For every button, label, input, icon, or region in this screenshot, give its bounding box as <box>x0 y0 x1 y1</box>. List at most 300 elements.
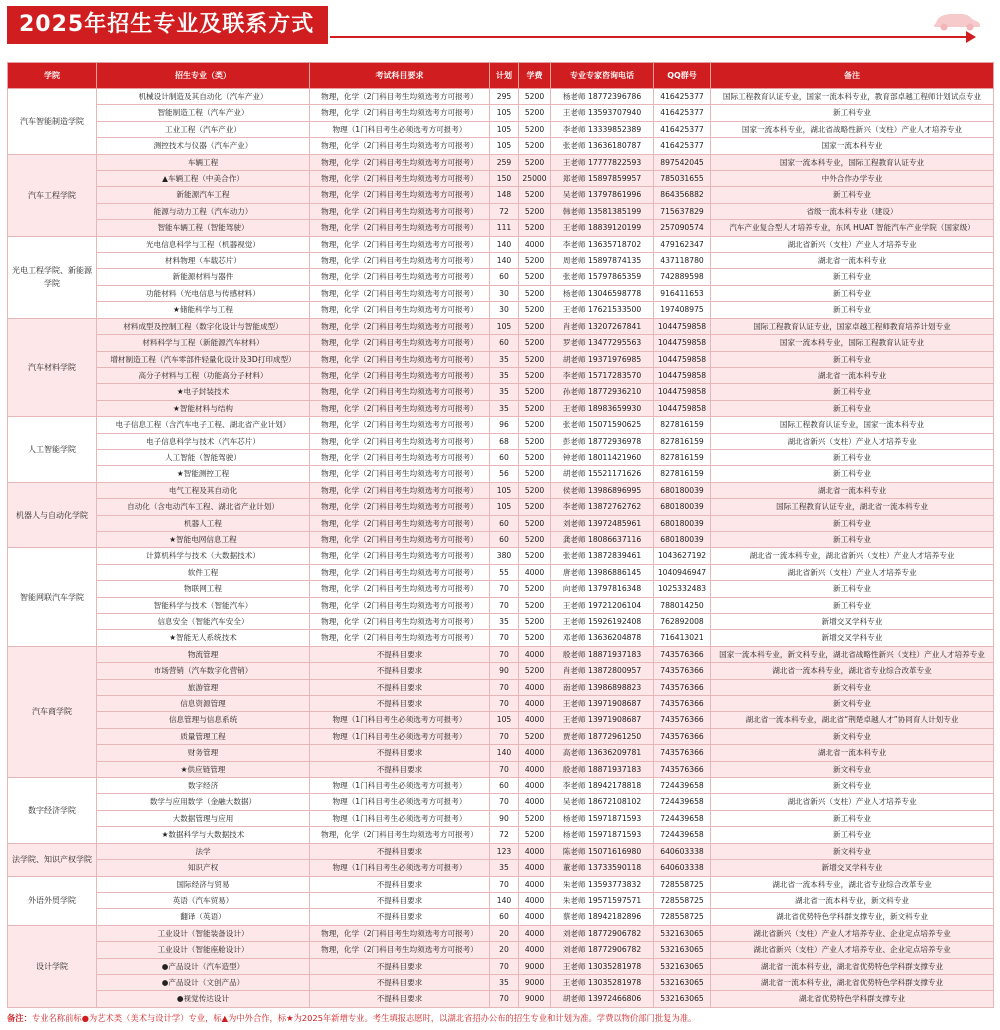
subject-req-cell: 物理，化学（2门科目考生均须选考方可报考） <box>310 236 490 252</box>
major-cell: 人工智能（智能驾驶） <box>97 449 310 465</box>
major-cell: 知识产权 <box>97 860 310 876</box>
qq-cell: 897542045 <box>654 154 711 170</box>
college-cell: 数字经济学院 <box>8 778 97 844</box>
col-major: 招生专业（类） <box>97 63 310 89</box>
college-cell: 机器人与自动化学院 <box>8 482 97 548</box>
subject-req-cell: 不提科目要求 <box>310 958 490 974</box>
tuition-cell: 5200 <box>519 515 551 531</box>
subject-req-cell: 物理，化学（2门科目考生均须选考方可报考） <box>310 138 490 154</box>
table-row <box>8 482 994 498</box>
plan-cell: 111 <box>490 220 519 236</box>
subject-req-cell: 不提科目要求 <box>310 646 490 662</box>
table-row <box>8 220 994 236</box>
table-row <box>8 942 994 958</box>
subject-req-cell: 不提科目要求 <box>310 909 490 925</box>
phone-cell: 王老师 13593707940 <box>551 105 654 121</box>
qq-cell: 1044759858 <box>654 367 711 383</box>
qq-cell: 762892008 <box>654 614 711 630</box>
qq-cell: 437118780 <box>654 253 711 269</box>
tuition-cell: 5200 <box>519 187 551 203</box>
tuition-cell: 5200 <box>519 810 551 826</box>
table-row <box>8 515 994 531</box>
major-cell: ★储能科学与工程 <box>97 302 310 318</box>
phone-cell: 刘老师 18772906782 <box>551 942 654 958</box>
phone-cell: 朱老师 19571597571 <box>551 892 654 908</box>
table-row <box>8 548 994 564</box>
tuition-cell: 5200 <box>519 581 551 597</box>
plan-cell: 140 <box>490 745 519 761</box>
plan-cell: 70 <box>490 958 519 974</box>
remarks-cell: 湖北省新兴（支柱）产业人才培养专业、企业定点培养专业 <box>711 942 994 958</box>
plan-cell: 72 <box>490 203 519 219</box>
table-row <box>8 696 994 712</box>
major-cell: 测控技术与仪器（汽车产业） <box>97 138 310 154</box>
remarks-cell: 湖北省一流本科专业，湖北省专业综合改革专业 <box>711 876 994 892</box>
phone-cell: 王老师 18839120199 <box>551 220 654 236</box>
phone-cell: 高老师 13636209781 <box>551 745 654 761</box>
phone-cell: 韩老师 13581385199 <box>551 203 654 219</box>
plan-cell: 105 <box>490 121 519 137</box>
subject-req-cell: 不提科目要求 <box>310 761 490 777</box>
table-row <box>8 203 994 219</box>
table-row <box>8 843 994 859</box>
subject-req-cell: 物理，化学（2门科目考生均须选考方可报考） <box>310 285 490 301</box>
tuition-cell: 5200 <box>519 827 551 843</box>
tuition-cell: 25000 <box>519 171 551 187</box>
tuition-cell: 5200 <box>519 203 551 219</box>
remarks-cell: 湖北省新兴（支柱）产业人才培养专业 <box>711 564 994 580</box>
qq-cell: 1044759858 <box>654 400 711 416</box>
subject-req-cell: 物理，化学（2门科目考生均须选考方可报考） <box>310 318 490 334</box>
major-cell: 机械设计制造及其自动化（汽车产业） <box>97 89 310 105</box>
subject-req-cell: 物理，化学（2门科目考生均须选考方可报考） <box>310 154 490 170</box>
major-cell: 自动化（含电动汽车工程、湖北省产业计划） <box>97 499 310 515</box>
major-cell: 新能源汽车工程 <box>97 187 310 203</box>
plan-cell: 105 <box>490 138 519 154</box>
major-cell: 功能材料（光电信息与传感材料） <box>97 285 310 301</box>
qq-cell: 532163065 <box>654 974 711 990</box>
major-cell: 市场营销（汽车数字化营销） <box>97 663 310 679</box>
subject-req-cell: 物理，化学（2门科目考生均须选考方可报考） <box>310 367 490 383</box>
major-cell: 工业工程（汽车产业） <box>97 121 310 137</box>
subject-req-cell: 物理，化学（2门科目考生均须选考方可报考） <box>310 433 490 449</box>
major-cell: 能源与动力工程（汽车动力） <box>97 203 310 219</box>
phone-cell: 王老师 15926192408 <box>551 614 654 630</box>
tuition-cell: 4000 <box>519 925 551 941</box>
major-cell: 电子信息科学与技术（汽车芯片） <box>97 433 310 449</box>
remarks-cell: 湖北省一流本科专业，湖北省优势特色学科群支撑专业 <box>711 974 994 990</box>
subject-req-cell: 物理（1门科目考生必须选考方可报考） <box>310 728 490 744</box>
plan-cell: 60 <box>490 515 519 531</box>
tuition-cell: 4000 <box>519 860 551 876</box>
qq-cell: 788014250 <box>654 597 711 613</box>
phone-cell: 王老师 17621533500 <box>551 302 654 318</box>
tuition-cell: 5200 <box>519 597 551 613</box>
major-cell: 财务管理 <box>97 745 310 761</box>
qq-cell: 257090574 <box>654 220 711 236</box>
subject-req-cell: 不提科目要求 <box>310 892 490 908</box>
major-cell: 智能制造工程（汽车产业） <box>97 105 310 121</box>
remarks-cell: 新工科专业 <box>711 105 994 121</box>
remarks-cell: 新工科专业 <box>711 810 994 826</box>
subject-req-cell: 物理，化学（2门科目考生均须选考方可报考） <box>310 925 490 941</box>
tuition-cell: 5200 <box>519 482 551 498</box>
subject-req-cell: 物理，化学（2门科目考生均须选考方可报考） <box>310 302 490 318</box>
qq-cell: 864356882 <box>654 187 711 203</box>
tuition-cell: 5200 <box>519 121 551 137</box>
table-row <box>8 712 994 728</box>
phone-cell: 张老师 13872839461 <box>551 548 654 564</box>
table-row <box>8 925 994 941</box>
qq-cell: 532163065 <box>654 991 711 1007</box>
qq-cell: 916411653 <box>654 285 711 301</box>
subject-req-cell: 物理，化学（2门科目考生均须选考方可报考） <box>310 187 490 203</box>
table-row <box>8 581 994 597</box>
tuition-cell: 5200 <box>519 433 551 449</box>
subject-req-cell: 物理，化学（2门科目考生均须选考方可报考） <box>310 351 490 367</box>
remarks-cell: 新工科专业 <box>711 400 994 416</box>
major-cell: 智能车辆工程（智能驾驶） <box>97 220 310 236</box>
remarks-cell: 湖北省一流本科专业 <box>711 367 994 383</box>
remarks-cell: 湖北省优势特色学科群支撑专业，新文科专业 <box>711 909 994 925</box>
remarks-cell: 新工科专业 <box>711 466 994 482</box>
major-cell: 信息资源管理 <box>97 696 310 712</box>
plan-cell: 105 <box>490 482 519 498</box>
remarks-cell: 国家一流本科专业，国际工程教育认证专业 <box>711 154 994 170</box>
subject-req-cell: 物理，化学（2门科目考生均须选考方可报考） <box>310 564 490 580</box>
phone-cell: 唐老师 13986886145 <box>551 564 654 580</box>
tuition-cell: 4000 <box>519 843 551 859</box>
tuition-cell: 4000 <box>519 745 551 761</box>
table-row <box>8 810 994 826</box>
remarks-cell: 新工科专业 <box>711 187 994 203</box>
remarks-cell: 新工科专业 <box>711 515 994 531</box>
remarks-cell: 国际工程教育认证专业，国家一流本科专业，教育部卓越工程师计划试点专业 <box>711 89 994 105</box>
table-row <box>8 614 994 630</box>
remarks-cell: 新工科专业 <box>711 269 994 285</box>
remarks-cell: 新增交叉学科专业 <box>711 630 994 646</box>
subject-req-cell: 物理（1门科目考生必须选考方可报考） <box>310 712 490 728</box>
tuition-cell: 4000 <box>519 876 551 892</box>
tuition-cell: 5200 <box>519 105 551 121</box>
remarks-cell: 新增交叉学科专业 <box>711 614 994 630</box>
table-row <box>8 285 994 301</box>
qq-cell: 743576366 <box>654 745 711 761</box>
col-qq: QQ群号 <box>654 63 711 89</box>
major-cell: ★电子封装技术 <box>97 384 310 400</box>
remarks-cell: 新文科专业 <box>711 761 994 777</box>
plan-cell: 30 <box>490 285 519 301</box>
plan-cell: 60 <box>490 449 519 465</box>
plan-cell: 70 <box>490 630 519 646</box>
qq-cell: 715637829 <box>654 203 711 219</box>
phone-cell: 杨老师 18772396786 <box>551 89 654 105</box>
major-cell: ●产品设计（文创产品） <box>97 974 310 990</box>
subject-req-cell: 物理，化学（2门科目考生均须选考方可报考） <box>310 581 490 597</box>
plan-cell: 148 <box>490 187 519 203</box>
major-cell: 信息管理与信息系统 <box>97 712 310 728</box>
table-body <box>8 89 994 1008</box>
major-cell: 材料成型及控制工程（数字化设计与智能成型） <box>97 318 310 334</box>
col-plan: 计划 <box>490 63 519 89</box>
phone-cell: 郑老师 15897859957 <box>551 171 654 187</box>
arrow-icon <box>966 31 976 43</box>
plan-cell: 30 <box>490 302 519 318</box>
plan-cell: 70 <box>490 794 519 810</box>
table-row <box>8 121 994 137</box>
major-cell: 增材制造工程（汽车零部件轻量化设计及3D打印成型） <box>97 351 310 367</box>
table-row <box>8 745 994 761</box>
subject-req-cell: 物理，化学（2门科目考生均须选考方可报考） <box>310 942 490 958</box>
table-row <box>8 187 994 203</box>
phone-cell: 吴老师 13797861996 <box>551 187 654 203</box>
plan-cell: 140 <box>490 236 519 252</box>
plan-cell: 259 <box>490 154 519 170</box>
qq-cell: 1025332483 <box>654 581 711 597</box>
remarks-cell: 湖北省新兴（支柱）产业人才培养专业、企业定点培养专业 <box>711 925 994 941</box>
subject-req-cell: 物理，化学（2门科目考生均须选考方可报考） <box>310 105 490 121</box>
table-row <box>8 302 994 318</box>
qq-cell: 743576366 <box>654 712 711 728</box>
plan-cell: 70 <box>490 597 519 613</box>
table-row <box>8 449 994 465</box>
tuition-cell: 9000 <box>519 974 551 990</box>
major-cell: ★智能无人系统技术 <box>97 630 310 646</box>
tuition-cell: 4000 <box>519 761 551 777</box>
subject-req-cell: 物理，化学（2门科目考生均须选考方可报考） <box>310 499 490 515</box>
tuition-cell: 4000 <box>519 564 551 580</box>
table-row <box>8 433 994 449</box>
footnote-label: 备注： <box>7 1013 32 1023</box>
plan-cell: 105 <box>490 318 519 334</box>
table-row <box>8 367 994 383</box>
car-icon <box>930 10 982 32</box>
plan-cell: 70 <box>490 679 519 695</box>
college-cell: 汽车材料学院 <box>8 318 97 416</box>
subject-req-cell: 物理，化学（2门科目考生均须选考方可报考） <box>310 335 490 351</box>
remarks-cell: 新工科专业 <box>711 597 994 613</box>
footnote <box>7 1012 993 1024</box>
qq-cell: 743576366 <box>654 728 711 744</box>
tuition-cell: 4000 <box>519 892 551 908</box>
plan-cell: 68 <box>490 433 519 449</box>
plan-cell: 70 <box>490 728 519 744</box>
college-cell: 汽车工程学院 <box>8 154 97 236</box>
plan-cell: 90 <box>490 663 519 679</box>
qq-cell: 1040946947 <box>654 564 711 580</box>
tuition-cell: 5200 <box>519 220 551 236</box>
major-cell: ★智能材料与结构 <box>97 400 310 416</box>
table-row <box>8 958 994 974</box>
remarks-cell: 湖北省新兴（支柱）产业人才培养专业 <box>711 236 994 252</box>
tuition-cell: 4000 <box>519 778 551 794</box>
remarks-cell: 湖北省一流本科专业，湖北省新兴（支柱）产业人才培养专业 <box>711 548 994 564</box>
remarks-cell: 新工科专业 <box>711 531 994 547</box>
tuition-cell: 5200 <box>519 335 551 351</box>
phone-cell: 杨老师 15971871593 <box>551 810 654 826</box>
major-cell: 机器人工程 <box>97 515 310 531</box>
major-cell: 英语（汽车贸易） <box>97 892 310 908</box>
college-cell: 光电工程学院、新能源学院 <box>8 236 97 318</box>
plan-cell: 123 <box>490 843 519 859</box>
college-cell: 智能网联汽车学院 <box>8 548 97 646</box>
phone-cell: 张老师 15071590625 <box>551 417 654 433</box>
major-cell: 软件工程 <box>97 564 310 580</box>
tuition-cell: 4000 <box>519 679 551 695</box>
qq-cell: 416425377 <box>654 89 711 105</box>
subject-req-cell: 物理，化学（2门科目考生均须选考方可报考） <box>310 548 490 564</box>
qq-cell: 743576366 <box>654 761 711 777</box>
qq-cell: 743576366 <box>654 663 711 679</box>
phone-cell: 李老师 15717283570 <box>551 367 654 383</box>
phone-cell: 陈老师 15071616980 <box>551 843 654 859</box>
title-underline <box>330 36 970 38</box>
phone-cell: 周老师 15897874135 <box>551 253 654 269</box>
table-row <box>8 909 994 925</box>
footnote-text: 专业名称前标●为艺术类（美术与设计学）专业，标▲为中外合作，标★为2025年新增专业。考生填报志愿时，以湖北省招办公布的招生专业和计划为准。学费以物价部门批复为准。 <box>31 1013 697 1023</box>
table-row <box>8 974 994 990</box>
phone-cell: 李老师 13635718702 <box>551 236 654 252</box>
subject-req-cell: 物理，化学（2门科目考生均须选考方可报考） <box>310 417 490 433</box>
tuition-cell: 9000 <box>519 991 551 1007</box>
remarks-cell: 新工科专业 <box>711 351 994 367</box>
phone-cell: 李老师 18942178818 <box>551 778 654 794</box>
table-row <box>8 384 994 400</box>
remarks-cell: 新文科专业 <box>711 679 994 695</box>
tuition-cell: 5200 <box>519 449 551 465</box>
major-cell: 质量管理工程 <box>97 728 310 744</box>
tuition-cell: 5200 <box>519 400 551 416</box>
subject-req-cell: 物理，化学（2门科目考生均须选考方可报考） <box>310 827 490 843</box>
table-row <box>8 564 994 580</box>
qq-cell: 743576366 <box>654 646 711 662</box>
qq-cell: 728558725 <box>654 892 711 908</box>
phone-cell: 王老师 13035281978 <box>551 974 654 990</box>
plan-cell: 105 <box>490 105 519 121</box>
tuition-cell: 5200 <box>519 531 551 547</box>
major-cell: 智能科学与技术（智能汽车） <box>97 597 310 613</box>
subject-req-cell: 物理，化学（2门科目考生均须选考方可报考） <box>310 220 490 236</box>
tuition-cell: 5200 <box>519 318 551 334</box>
qq-cell: 532163065 <box>654 925 711 941</box>
subject-req-cell: 物理（1门科目考生必须选考方可报考） <box>310 778 490 794</box>
col-college: 学院 <box>8 63 97 89</box>
phone-cell: 刘老师 13972485961 <box>551 515 654 531</box>
qq-cell: 1044759858 <box>654 335 711 351</box>
tuition-cell: 4000 <box>519 909 551 925</box>
qq-cell: 724439658 <box>654 827 711 843</box>
phone-cell: 李老师 13872762762 <box>551 499 654 515</box>
plan-cell: 70 <box>490 991 519 1007</box>
major-cell: 材料物理（车载芯片） <box>97 253 310 269</box>
plan-cell: 70 <box>490 876 519 892</box>
phone-cell: 王老师 13035281978 <box>551 958 654 974</box>
subject-req-cell: 物理，化学（2门科目考生均须选考方可报考） <box>310 400 490 416</box>
tuition-cell: 5200 <box>519 253 551 269</box>
plan-cell: 105 <box>490 712 519 728</box>
plan-cell: 90 <box>490 810 519 826</box>
phone-cell: 吴老师 18672108102 <box>551 794 654 810</box>
tuition-cell: 5200 <box>519 89 551 105</box>
qq-cell: 724439658 <box>654 810 711 826</box>
qq-cell: 680180039 <box>654 482 711 498</box>
remarks-cell: 新文科专业 <box>711 778 994 794</box>
qq-cell: 1044759858 <box>654 384 711 400</box>
phone-cell: 张老师 15797865359 <box>551 269 654 285</box>
qq-cell: 724439658 <box>654 778 711 794</box>
remarks-cell: 中外合作办学专业 <box>711 171 994 187</box>
subject-req-cell: 物理，化学（2门科目考生均须选考方可报考） <box>310 203 490 219</box>
remarks-cell: 新工科专业 <box>711 285 994 301</box>
major-cell: 电气工程及其自动化 <box>97 482 310 498</box>
remarks-cell: 国际工程教育认证专业，国家一流本科专业 <box>711 417 994 433</box>
plan-cell: 150 <box>490 171 519 187</box>
plan-cell: 35 <box>490 351 519 367</box>
qq-cell: 640603338 <box>654 843 711 859</box>
remarks-cell: 湖北省一流本科专业，湖北省“荆楚卓越人才”协同育人计划专业 <box>711 712 994 728</box>
remarks-cell: 湖北省一流本科专业，新文科专业 <box>711 892 994 908</box>
tuition-cell: 5200 <box>519 548 551 564</box>
plan-cell: 35 <box>490 974 519 990</box>
major-cell: 高分子材料与工程（功能高分子材料） <box>97 367 310 383</box>
subject-req-cell: 物理，化学（2门科目考生均须选考方可报考） <box>310 482 490 498</box>
table-row <box>8 860 994 876</box>
qq-cell: 640603338 <box>654 860 711 876</box>
subject-req-cell: 物理，化学（2门科目考生均须选考方可报考） <box>310 531 490 547</box>
major-cell: 光电信息科学与工程（机器视觉） <box>97 236 310 252</box>
subject-req-cell: 物理（1门科目考生必须选考方可报考） <box>310 121 490 137</box>
tuition-cell: 5200 <box>519 417 551 433</box>
major-cell: 大数据管理与应用 <box>97 810 310 826</box>
college-cell: 人工智能学院 <box>8 417 97 483</box>
qq-cell: 416425377 <box>654 138 711 154</box>
qq-cell: 1044759858 <box>654 351 711 367</box>
major-cell: 车辆工程 <box>97 154 310 170</box>
remarks-cell: 国家一流本科专业，新文科专业，湖北省战略性新兴（支柱）产业人才培养专业 <box>711 646 994 662</box>
phone-cell: 孙老师 18772936210 <box>551 384 654 400</box>
tuition-cell: 9000 <box>519 958 551 974</box>
phone-cell: 罗老师 13477295563 <box>551 335 654 351</box>
plan-cell: 35 <box>490 400 519 416</box>
plan-cell: 20 <box>490 942 519 958</box>
remarks-cell: 国际工程教育认证专业，湖北省一流本科专业 <box>711 499 994 515</box>
tuition-cell: 4000 <box>519 236 551 252</box>
subject-req-cell: 不提科目要求 <box>310 974 490 990</box>
remarks-cell: 新工科专业 <box>711 449 994 465</box>
qq-cell: 785031655 <box>654 171 711 187</box>
major-cell: 工业设计（智能座舱设计） <box>97 942 310 958</box>
plan-cell: 55 <box>490 564 519 580</box>
tuition-cell: 5200 <box>519 630 551 646</box>
table-row <box>8 400 994 416</box>
subject-req-cell: 不提科目要求 <box>310 745 490 761</box>
phone-cell: 刘老师 18772906782 <box>551 925 654 941</box>
major-cell: ▲车辆工程（中美合作） <box>97 171 310 187</box>
subject-req-cell: 物理（1门科目考生必须选考方可报考） <box>310 860 490 876</box>
table-row <box>8 466 994 482</box>
phone-cell: 肖老师 13207267841 <box>551 318 654 334</box>
phone-cell: 李老师 13339852389 <box>551 121 654 137</box>
remarks-cell: 新文科专业 <box>711 728 994 744</box>
tuition-cell: 4000 <box>519 646 551 662</box>
plan-cell: 60 <box>490 909 519 925</box>
plan-cell: 20 <box>490 925 519 941</box>
phone-cell: 龚老师 18086637116 <box>551 531 654 547</box>
phone-cell: 朱老师 13593773832 <box>551 876 654 892</box>
tuition-cell: 4000 <box>519 712 551 728</box>
major-cell: 法学 <box>97 843 310 859</box>
subject-req-cell: 物理，化学（2门科目考生均须选考方可报考） <box>310 597 490 613</box>
